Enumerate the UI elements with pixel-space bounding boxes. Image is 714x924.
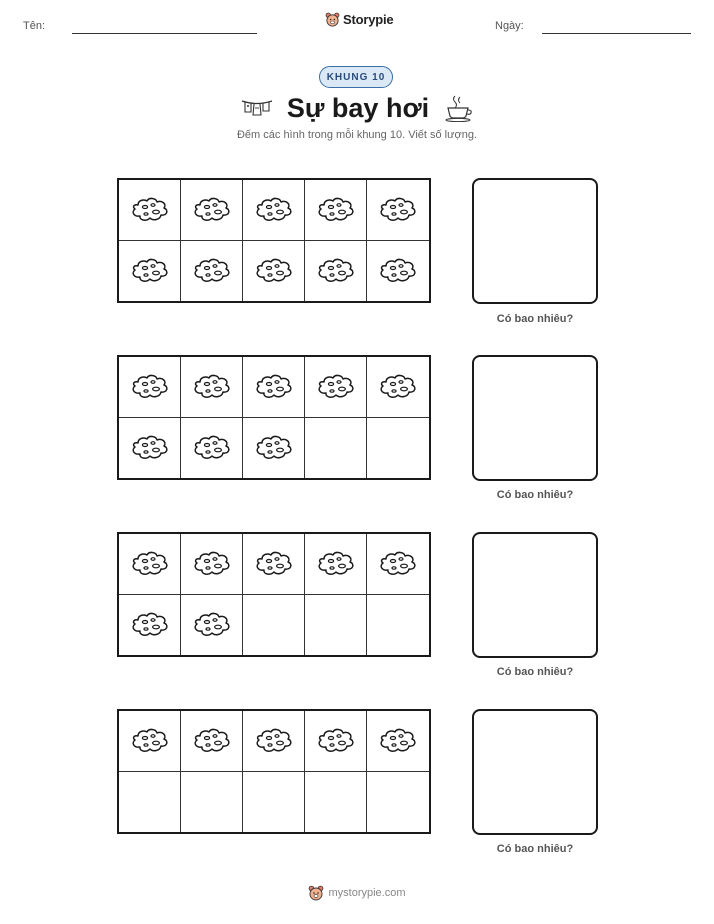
puddle-icon	[377, 196, 419, 224]
laundry-icon	[241, 97, 273, 119]
ten-frame-cell	[243, 772, 305, 833]
ten-frame-cell	[119, 772, 181, 833]
puddle-icon	[377, 550, 419, 578]
puddle-icon	[129, 257, 171, 285]
puddle-icon	[377, 257, 419, 285]
answer-box-4[interactable]	[472, 709, 598, 835]
ten-frame-cell	[181, 711, 243, 772]
instructions: Đếm các hình trong mỗi khung 10. Viết số lượng.	[236, 129, 477, 141]
name-label: Tên:	[23, 20, 46, 32]
worksheet-type-badge: KHUNG 10	[319, 66, 393, 88]
footer	[0, 885, 714, 901]
ten-frame-cell	[181, 595, 243, 656]
answer-prompt-2: Có bao nhiêu?	[496, 489, 574, 501]
ten-frame-cell	[119, 241, 181, 302]
puddle-icon	[253, 373, 295, 401]
ten-frame-cell	[367, 241, 429, 302]
date-field[interactable]	[542, 33, 691, 34]
puddle-icon	[191, 550, 233, 578]
ten-frame-cell	[181, 534, 243, 595]
brand-logo	[325, 12, 393, 27]
puddle-icon	[129, 727, 171, 755]
bear-logo-icon	[308, 885, 324, 901]
puddle-icon	[253, 727, 295, 755]
puddle-icon	[129, 550, 171, 578]
ten-frame-cell	[181, 357, 243, 418]
puddle-icon	[191, 257, 233, 285]
puddle-icon	[253, 257, 295, 285]
ten-frame-cell	[243, 180, 305, 241]
ten-frame-cell	[367, 595, 429, 656]
ten-frame-cell	[305, 595, 367, 656]
ten-frame-4	[117, 709, 431, 834]
ten-frame-cell	[181, 418, 243, 479]
ten-frame-cell	[181, 180, 243, 241]
puddle-icon	[315, 727, 357, 755]
ten-frame-cell	[243, 357, 305, 418]
answer-box-1[interactable]	[472, 178, 598, 304]
puddle-icon	[191, 611, 233, 639]
name-field[interactable]	[72, 33, 257, 34]
puddle-icon	[315, 257, 357, 285]
ten-frame-cell	[305, 241, 367, 302]
ten-frame-cell	[119, 180, 181, 241]
ten-frame-cell	[305, 772, 367, 833]
ten-frame-1	[117, 178, 431, 303]
ten-frame-cell	[367, 418, 429, 479]
ten-frame-cell	[119, 418, 181, 479]
footer-url: mystorypie.com	[328, 887, 406, 899]
date-label: Ngày:	[495, 20, 524, 32]
puddle-icon	[253, 434, 295, 462]
puddle-icon	[253, 550, 295, 578]
puddle-icon	[377, 727, 419, 755]
ten-frame-cell	[367, 357, 429, 418]
brand-name: Storypie	[343, 12, 394, 27]
ten-frame-cell	[119, 711, 181, 772]
answer-prompt-3: Có bao nhiêu?	[496, 666, 574, 678]
puddle-icon	[129, 434, 171, 462]
ten-frame-cell	[181, 772, 243, 833]
page-title: Sự bay hơi	[286, 92, 430, 123]
puddle-icon	[191, 196, 233, 224]
ten-frame-cell	[367, 711, 429, 772]
answer-box-3[interactable]	[472, 532, 598, 658]
ten-frame-cell	[305, 357, 367, 418]
answer-box-2[interactable]	[472, 355, 598, 481]
ten-frame-cell	[367, 772, 429, 833]
ten-frame-cell	[119, 357, 181, 418]
puddle-icon	[129, 196, 171, 224]
ten-frame-cell	[119, 595, 181, 656]
ten-frame-cell	[243, 711, 305, 772]
answer-prompt-1: Có bao nhiêu?	[496, 313, 574, 325]
puddle-icon	[191, 434, 233, 462]
ten-frame-2	[117, 355, 431, 480]
ten-frame-cell	[243, 534, 305, 595]
title-row	[0, 88, 714, 128]
ten-frame-cell	[305, 711, 367, 772]
ten-frame-cell	[305, 418, 367, 479]
ten-frame-cell	[305, 534, 367, 595]
puddle-icon	[377, 373, 419, 401]
ten-frame-cell	[305, 180, 367, 241]
puddle-icon	[191, 727, 233, 755]
ten-frame-cell	[181, 241, 243, 302]
puddle-icon	[315, 550, 357, 578]
ten-frame-cell	[367, 534, 429, 595]
ten-frame-cell	[243, 595, 305, 656]
ten-frame-cell	[243, 418, 305, 479]
ten-frame-cell	[243, 241, 305, 302]
ten-frame-cell	[119, 534, 181, 595]
ten-frame-3	[117, 532, 431, 657]
puddle-icon	[191, 373, 233, 401]
puddle-icon	[315, 373, 357, 401]
answer-prompt-4: Có bao nhiêu?	[496, 843, 574, 855]
ten-frame-cell	[367, 180, 429, 241]
puddle-icon	[129, 373, 171, 401]
teacup-icon	[443, 94, 473, 122]
puddle-icon	[253, 196, 295, 224]
bear-logo-icon	[325, 12, 340, 27]
puddle-icon	[129, 611, 171, 639]
puddle-icon	[315, 196, 357, 224]
